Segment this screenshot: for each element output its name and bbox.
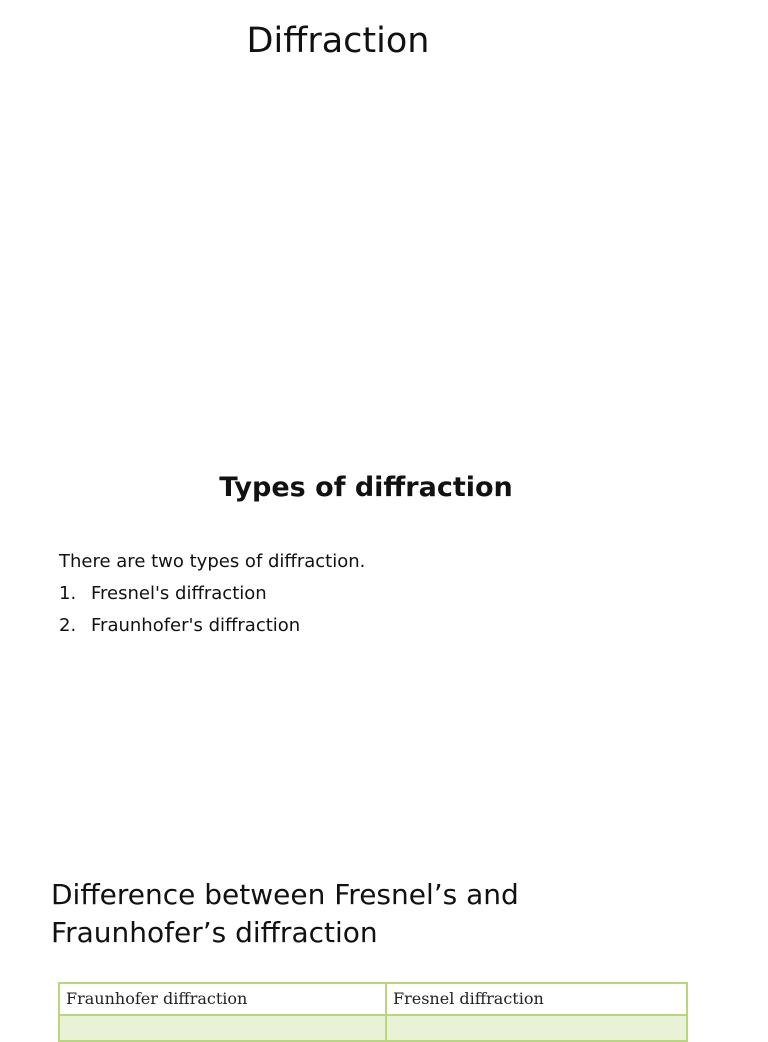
intro-text: There are two types of diffraction. — [59, 551, 366, 572]
table-cell — [386, 1015, 687, 1041]
list-item-label: Fresnel's diffraction — [91, 583, 267, 604]
table-header-fraunhofer: Fraunhofer diffraction — [59, 983, 386, 1015]
list-item — [59, 582, 300, 614]
table-header-fresnel: Fresnel diffraction — [386, 983, 687, 1015]
list-item-label: Fraunhofer's diffraction — [91, 615, 301, 636]
list-item — [59, 614, 300, 646]
difference-heading-line-1: Difference between Fresnel’s and — [51, 878, 519, 911]
section-title: Types of diffraction — [219, 472, 513, 503]
difference-heading-line-2: Fraunhofer’s diffraction — [51, 916, 378, 949]
table-cell — [59, 1015, 386, 1041]
table-header-row — [59, 983, 687, 1015]
list-item-number: 1. — [59, 583, 77, 604]
slide-title: Diffraction — [246, 21, 430, 61]
table-row — [59, 1015, 687, 1041]
difference-heading — [51, 876, 519, 952]
comparison-table — [58, 982, 688, 1042]
types-list — [59, 582, 300, 646]
list-item-number: 2. — [59, 615, 77, 636]
